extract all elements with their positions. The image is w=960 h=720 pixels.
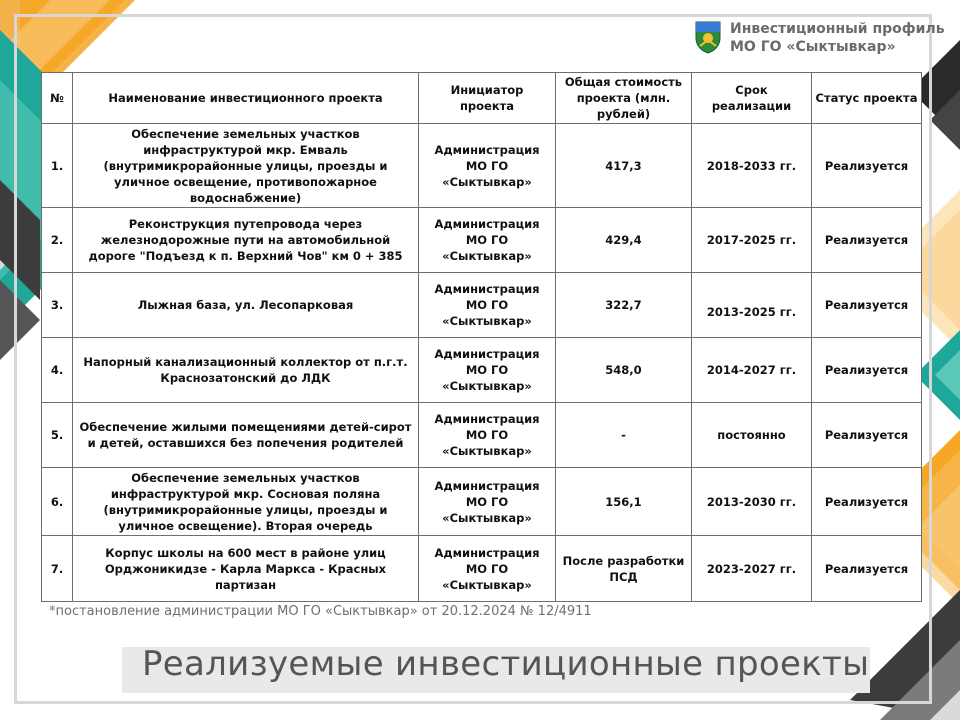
project-status: Реализуется [812,273,922,338]
column-header-number: № [42,73,73,124]
table-row [42,124,922,208]
row-number: 7. [42,536,73,602]
project-initiator: Администрация МО ГО «Сыктывкар» [419,338,556,403]
project-name: Реконструкция путепровода через железнодорожные пути на автомобильной дороге "Подъезд к п. Верхний Чов" км 0 + 385 [73,208,419,273]
header-title [730,20,945,56]
header-line-1: Инвестиционный профиль [730,21,945,37]
project-term: постоянно [692,403,812,468]
header-line-2: МО ГО «Сыктывкар» [730,39,896,55]
project-name: Обеспечение земельных участков инфраструктурой мкр. Емваль (внутримикрорайонные улицы, проезды и уличное освещение, противопожарное водоснабжение) [73,124,419,208]
table-row [42,536,922,602]
project-name: Обеспечение земельных участков инфраструктурой мкр. Сосновая поляна (внутримикрорайонные улицы, проезды и уличное освещение). Вторая очередь [73,468,419,536]
header [694,20,945,56]
project-name: Лыжная база, ул. Лесопарковая [73,273,419,338]
project-cost: 322,7 [556,273,692,338]
project-initiator: Администрация МО ГО «Сыктывкар» [419,403,556,468]
footnote: *постановление администрации МО ГО «Сыктывкар» от 20.12.2024 № 12/4911 [49,604,592,619]
table-row [42,273,922,338]
coat-of-arms-icon [694,20,722,54]
slide-title: Реализуемые инвестиционные проекты [142,644,870,684]
project-term: 2017-2025 гг. [692,208,812,273]
column-header-term: Срок реализации [692,73,812,124]
project-status: Реализуется [812,338,922,403]
project-term: 2013-2025 гг. [692,273,812,338]
table-row [42,468,922,536]
project-status: Реализуется [812,468,922,536]
column-header-name: Наименование инвестиционного проекта [73,73,419,124]
project-cost: 548,0 [556,338,692,403]
project-initiator: Администрация МО ГО «Сыктывкар» [419,124,556,208]
row-number: 3. [42,273,73,338]
project-term: 2014-2027 гг. [692,338,812,403]
project-term: 2018-2033 гг. [692,124,812,208]
project-initiator: Администрация МО ГО «Сыктывкар» [419,468,556,536]
project-status: Реализуется [812,208,922,273]
projects-table [41,72,922,602]
column-header-status: Статус проекта [812,73,922,124]
project-name: Обеспечение жилыми помещениями детей-сирот и детей, оставшихся без попечения родителей [73,403,419,468]
row-number: 1. [42,124,73,208]
project-cost: - [556,403,692,468]
project-cost: 429,4 [556,208,692,273]
row-number: 4. [42,338,73,403]
project-initiator: Администрация МО ГО «Сыктывкар» [419,208,556,273]
row-number: 2. [42,208,73,273]
column-header-initiator: Инициатор проекта [419,73,556,124]
project-term: 2023-2027 гг. [692,536,812,602]
table-row [42,208,922,273]
project-name: Корпус школы на 600 мест в районе улиц Орджоникидзе - Карла Маркса - Красных партизан [73,536,419,602]
project-status: Реализуется [812,403,922,468]
table-header-row [42,73,922,124]
table-row [42,403,922,468]
project-cost: После разработки ПСД [556,536,692,602]
project-initiator: Администрация МО ГО «Сыктывкар» [419,273,556,338]
project-term: 2013-2030 гг. [692,468,812,536]
row-number: 5. [42,403,73,468]
project-cost: 156,1 [556,468,692,536]
project-initiator: Администрация МО ГО «Сыктывкар» [419,536,556,602]
project-name: Напорный канализационный коллектор от п.г.т. Краснозатонский до ЛДК [73,338,419,403]
row-number: 6. [42,468,73,536]
table-row [42,338,922,403]
project-status: Реализуется [812,124,922,208]
project-cost: 417,3 [556,124,692,208]
project-status: Реализуется [812,536,922,602]
column-header-cost: Общая стоимость проекта (млн. рублей) [556,73,692,124]
